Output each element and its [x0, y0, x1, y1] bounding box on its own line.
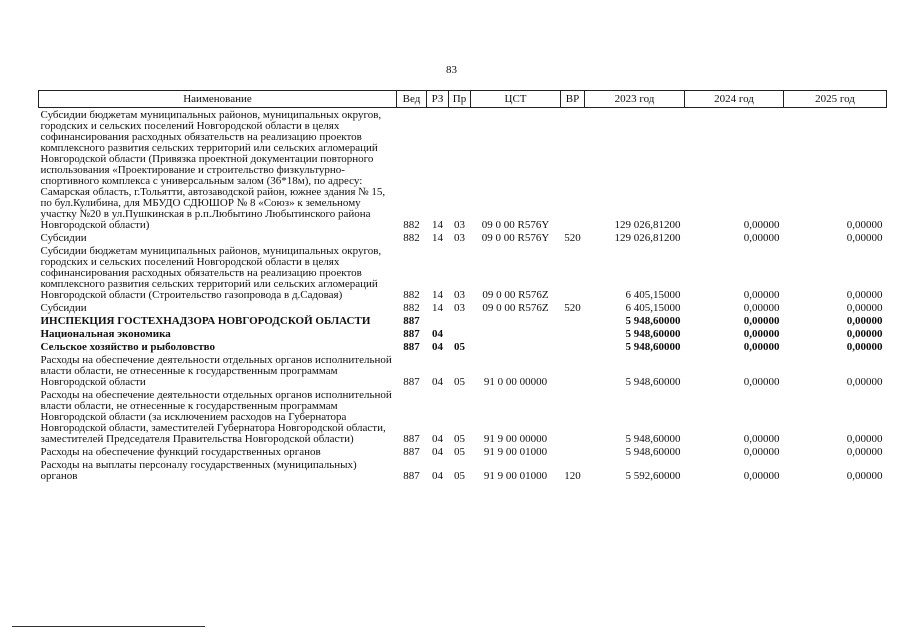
cell-y2024: 0,00000	[743, 315, 780, 327]
header-2025: 2025 год	[784, 91, 887, 108]
cell-y2025: 0,00000	[846, 219, 883, 231]
cell-vr	[561, 327, 585, 340]
cell-cst: 09 0 00 R576Y	[481, 219, 550, 231]
cell-y2023: 5 948,60000	[625, 315, 681, 327]
cell-y2024: 0,00000	[743, 446, 780, 458]
cell-pr: 05	[454, 433, 465, 445]
cell-ved: 887	[403, 446, 420, 458]
cell-y2024: 0,00000	[743, 470, 780, 482]
cell-pr: 05	[454, 470, 465, 482]
budget-table	[38, 90, 887, 482]
cell-y2023: 5 948,60000	[625, 341, 681, 353]
cell-rz: 14	[432, 289, 443, 301]
cell-rz: 04	[432, 376, 443, 388]
cell-y2025: 0,00000	[846, 302, 883, 314]
cell-cst: 91 9 00 00000	[483, 433, 548, 445]
cell-ved: 887	[403, 341, 420, 353]
cell-y2025: 0,00000	[846, 232, 883, 244]
cell-rz: 14	[432, 219, 443, 231]
cell-name: Субсидии бюджетам муниципальных районов, муниципальных округов, городских и сельских поселений Новгородской области в целях софинансирования расходных обязательств на реализацию проектов комплексного развития сельских территорий или сельских агломераций Новгородской области (Привязка проектной документации повторного использования «Проектирование и строительство физкультурно- спортивного комплекса с универсальным залом (36*18м), по адресу: Самарская область, г.Тольятти, автозаводской район, южнее здания № 15, по бул.Кулибина, для МБУДО СДЮШОР № 8 «Союз» к земельному участку №20 в ул.Пушкинская в р.п.Любытино Любытинского района Новгородской области)	[40, 109, 386, 231]
cell-name: Расходы на выплаты персоналу государственных (муниципальных) органов	[40, 459, 357, 482]
cell-pr	[449, 314, 471, 327]
table-row	[39, 388, 887, 445]
table-row	[39, 301, 887, 314]
cell-y2023: 5 948,60000	[625, 376, 681, 388]
cell-rz: 04	[432, 328, 443, 340]
cell-pr: 03	[454, 289, 465, 301]
cell-y2024: 0,00000	[743, 341, 780, 353]
cell-y2023: 6 405,15000	[625, 302, 681, 314]
cell-ved: 882	[403, 289, 420, 301]
cell-y2025: 0,00000	[846, 341, 883, 353]
cell-ved: 887	[403, 376, 420, 388]
cell-rz: 14	[432, 232, 443, 244]
table-row	[39, 108, 887, 232]
table-row	[39, 458, 887, 482]
table-body	[39, 108, 887, 483]
header-2023: 2023 год	[585, 91, 685, 108]
cell-name: Национальная экономика	[40, 328, 171, 340]
table-row	[39, 327, 887, 340]
cell-pr: 03	[454, 232, 465, 244]
cell-vr: 120	[564, 470, 581, 482]
cell-y2024: 0,00000	[743, 328, 780, 340]
cell-ved: 882	[403, 232, 420, 244]
cell-cst: 91 9 00 01000	[483, 446, 548, 458]
table-row	[39, 445, 887, 458]
cell-vr	[561, 340, 585, 353]
cell-name: ИНСПЕКЦИЯ ГОСТЕХНАДЗОРА НОВГОРОДСКОЙ ОБЛАСТИ	[40, 315, 371, 327]
page-number: 83	[446, 64, 457, 76]
cell-rz: 14	[432, 302, 443, 314]
cell-cst	[471, 327, 561, 340]
cell-ved: 887	[403, 470, 420, 482]
footer-rule	[12, 626, 205, 627]
cell-vr	[561, 108, 585, 232]
table-row	[39, 340, 887, 353]
header-rz: РЗ	[427, 91, 449, 108]
cell-vr	[561, 244, 585, 301]
cell-cst	[471, 340, 561, 353]
cell-y2024: 0,00000	[743, 433, 780, 445]
cell-y2023: 5 592,60000	[625, 470, 681, 482]
cell-name: Сельское хозяйство и рыболовство	[40, 341, 215, 353]
cell-y2025: 0,00000	[846, 433, 883, 445]
cell-ved: 887	[403, 315, 420, 327]
cell-name: Субсидии бюджетам муниципальных районов, муниципальных округов, городских и сельских поселений Новгородской области в целях софинансирования расходных обязательств на реализацию проектов комплексного развития сельских территорий или сельских агломераций Новгородской области (Строительство газопровода в д.Садовая)	[40, 245, 382, 301]
cell-y2024: 0,00000	[743, 219, 780, 231]
cell-pr: 03	[454, 219, 465, 231]
header-vr: ВР	[561, 91, 585, 108]
cell-ved: 887	[403, 328, 420, 340]
cell-y2025: 0,00000	[846, 376, 883, 388]
cell-vr: 520	[564, 302, 581, 314]
cell-name: Расходы на обеспечение деятельности отдельных органов исполнительной власти области, не отнесенные к государственным программам Новгородской области	[40, 354, 392, 388]
cell-pr: 05	[454, 376, 465, 388]
table-row	[39, 314, 887, 327]
cell-ved: 887	[403, 433, 420, 445]
cell-vr	[561, 388, 585, 445]
cell-y2025: 0,00000	[846, 470, 883, 482]
cell-rz: 04	[432, 433, 443, 445]
cell-cst	[471, 314, 561, 327]
cell-pr	[449, 327, 471, 340]
cell-ved: 882	[403, 219, 420, 231]
cell-y2023: 5 948,60000	[625, 433, 681, 445]
cell-y2023: 6 405,15000	[625, 289, 681, 301]
cell-y2023: 129 026,81200	[614, 219, 681, 231]
cell-cst: 09 0 00 R576Z	[482, 302, 549, 314]
cell-rz: 04	[432, 341, 443, 353]
cell-name: Субсидии	[40, 232, 87, 244]
header-2024: 2024 год	[685, 91, 784, 108]
cell-y2024: 0,00000	[743, 289, 780, 301]
cell-rz	[427, 314, 449, 327]
cell-cst: 91 9 00 01000	[483, 470, 548, 482]
cell-pr: 03	[454, 302, 465, 314]
cell-y2025: 0,00000	[846, 315, 883, 327]
cell-pr: 05	[454, 446, 465, 458]
cell-y2024: 0,00000	[743, 302, 780, 314]
cell-y2024: 0,00000	[743, 376, 780, 388]
table-row	[39, 231, 887, 244]
cell-y2023: 5 948,60000	[625, 446, 681, 458]
cell-vr	[561, 314, 585, 327]
header-name: Наименование	[39, 91, 397, 108]
cell-ved: 882	[403, 302, 420, 314]
cell-y2025: 0,00000	[846, 446, 883, 458]
cell-cst: 91 0 00 00000	[483, 376, 548, 388]
cell-cst: 09 0 00 R576Z	[482, 289, 549, 301]
cell-name: Субсидии	[40, 302, 87, 314]
cell-rz: 04	[432, 470, 443, 482]
cell-y2023: 129 026,81200	[614, 232, 681, 244]
header-ved: Вед	[397, 91, 427, 108]
cell-y2025: 0,00000	[846, 289, 883, 301]
cell-pr: 05	[454, 341, 465, 353]
cell-vr: 520	[564, 232, 581, 244]
header-cst: ЦСТ	[471, 91, 561, 108]
cell-vr	[561, 445, 585, 458]
header-pr: Пр	[449, 91, 471, 108]
cell-name: Расходы на обеспечение деятельности отдельных органов исполнительной власти области, не отнесенные к государственным программам Новгородской области (за исключением расходов на Губернатора Новгородской области, заместителей Губернатора Новгородской области, заместителей Председателя Правительства Новгородской области)	[40, 389, 392, 445]
cell-cst: 09 0 00 R576Y	[481, 232, 550, 244]
cell-y2025: 0,00000	[846, 328, 883, 340]
cell-rz: 04	[432, 446, 443, 458]
table-row	[39, 244, 887, 301]
cell-vr	[561, 353, 585, 388]
cell-y2023: 5 948,60000	[625, 328, 681, 340]
header-row	[39, 91, 887, 108]
cell-y2024: 0,00000	[743, 232, 780, 244]
cell-name: Расходы на обеспечение функций государственных органов	[40, 446, 321, 458]
table-row	[39, 353, 887, 388]
